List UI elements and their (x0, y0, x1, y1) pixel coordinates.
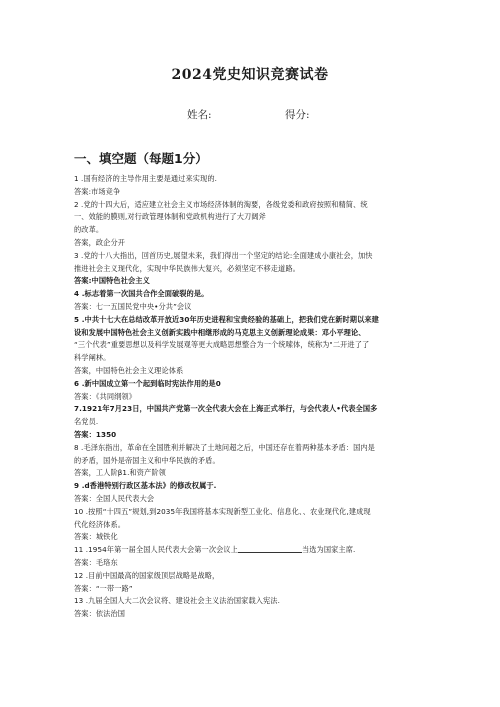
question-text: 一、效能的膜则,对行政管理体制和党政机构进行了大刀阔斧 (74, 212, 266, 222)
question-text: 代化经济体系。 (74, 519, 126, 529)
section-title: 一、填空题（每题1分） (74, 151, 208, 166)
page-title: 2024党史知识竞赛试卷 (171, 67, 329, 83)
answer-text: 答案：毛珞东 (74, 557, 118, 567)
answer-text: 答案：《共同纲领》 (74, 391, 136, 401)
question-text: “三个代表”重要思想以及科学发展观等更大成略思想整合为一个统嗦体，统称为"二开进了了 (74, 340, 370, 350)
question-text: 9 .d香港特别行政区基本法》的修改权属于. (74, 481, 217, 491)
question-text: 设和发展中国特色社会主义创新实践中相继形成的马克思主义创新理论成果：邓小平理论、 (74, 327, 366, 337)
question-item (74, 506, 434, 544)
fill-blank (238, 544, 302, 553)
question-text: 科学阐林。 (74, 353, 111, 363)
question-text: 的改革。 (74, 225, 104, 235)
question-text-part: 11 .1954年第一届全国人民代表大会第一次会议上 (74, 545, 238, 555)
question-text: 4 .标志着第一次国共合作全面破裂的是。 (74, 289, 209, 299)
question-item (74, 595, 434, 621)
question-text: 1 .国有经济的主导作用主要是通过来实现的. (74, 174, 218, 183)
question-text (74, 544, 434, 557)
question-text: 5 .中共十七大在总结改革开放近30年历史进程和宝贵经验的基础上，把我们党在新时期以来建 (74, 314, 379, 324)
question-item (74, 378, 434, 404)
question-item (74, 570, 434, 596)
answer-text: 答案，中国特色社会主义理论体系 (74, 365, 184, 375)
question-item (74, 199, 434, 250)
question-text: 7.1921年7月23日，中国共产党第一次全代表大会在上海正式举行，与会代表人•代表全国多 (74, 404, 378, 414)
name-label: 姓名: (187, 109, 212, 121)
answer-text: 答案，政企分开 (74, 237, 126, 247)
question-item (74, 314, 434, 378)
answer-text: 答案：城铁化 (74, 532, 118, 542)
score-label: 得分: (285, 109, 310, 121)
question-item (74, 480, 434, 506)
question-item (74, 544, 434, 570)
question-item (74, 442, 434, 480)
answer-text: 答案：“一带一路” (74, 583, 133, 593)
question-text: 的矛盾，国外是帝国主义和中华民族的矛盾。 (74, 455, 220, 465)
question-text: 3 .党的十八大指出，回首历史,展望未来，我们得出一个坚定的结论:全面建成小康社会，加快 (74, 250, 373, 260)
question-text: 名党员. (74, 417, 99, 427)
answer-text: 答案：七一五国民党中央•分共”会议 (74, 301, 192, 311)
question-text-part: 当选为国家主席. (301, 545, 356, 555)
question-text: 13 .九届全国人大二次会议将、建设社会主义法治国家载入宪法. (74, 596, 280, 606)
question-item (74, 288, 434, 314)
answer-text: 答案：依法治国 (74, 609, 126, 619)
question-item (74, 173, 434, 199)
question-text: 12 .目前中国最高的国家级顶层战略是战略， (74, 570, 220, 580)
question-item (74, 250, 434, 288)
answer-text: 答案:市场竞争 (74, 186, 121, 196)
question-text: 8 .毛泽东指出，革命在全国胜利并解决了土地问超之后，中国还存在着两种基本矛盾：国内是 (74, 442, 375, 452)
question-text: 6 .新中国成立第一个起到临时宪法作用的是0 (74, 378, 221, 388)
question-text: 推进社会主义现代化，实现中华民族伟大复兴，必须坚定不移走道路。 (74, 263, 300, 273)
answer-text: 答案：全国人民代表大会 (74, 493, 155, 503)
question-text: 10 .按照“十四五”规划,到2035年我国将基本实现新型工业化、信息化、、农业现代化,建成现 (74, 506, 371, 516)
answer-text: 答案，工人阶β1.和资产阶领 (74, 468, 166, 478)
answer-text: 答案：1350 (74, 429, 117, 439)
question-item (74, 403, 434, 441)
question-text: 2 .党的十四大后，适应建立社会主义市场经济体制的淘要，各级党委和政府按照和精简、统 (74, 199, 368, 209)
answer-text: 答案:中国特色社会主义 (74, 276, 150, 286)
question-list (74, 173, 434, 621)
